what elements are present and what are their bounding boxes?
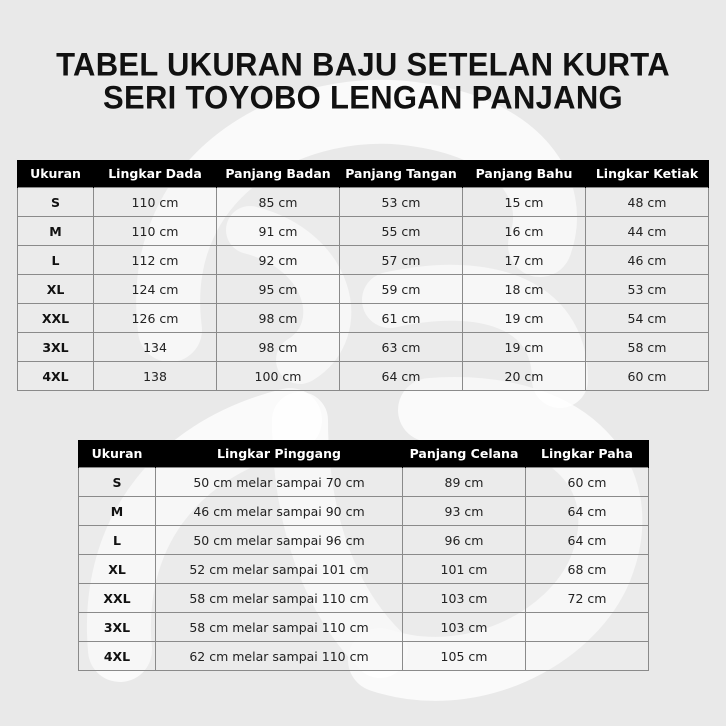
header-ukuran: Ukuran <box>79 440 156 468</box>
header-panjang-celana: Panjang Celana <box>403 440 526 468</box>
table-cell: 93 cm <box>403 497 526 526</box>
table-row <box>79 468 649 497</box>
table-cell: 72 cm <box>526 584 649 613</box>
table-cell: 59 cm <box>340 275 463 304</box>
size-cell: M <box>18 217 94 246</box>
size-cell: M <box>79 497 156 526</box>
table-header-row <box>18 160 709 188</box>
table-cell: 53 cm <box>586 275 709 304</box>
size-cell: XL <box>18 275 94 304</box>
size-cell: S <box>79 468 156 497</box>
header-panjang-tangan: Panjang Tangan <box>340 160 463 188</box>
header-lingkar-dada: Lingkar Dada <box>94 160 217 188</box>
table-row <box>79 526 649 555</box>
top-size-table <box>17 160 709 391</box>
size-cell: 4XL <box>79 642 156 671</box>
table-cell: 126 cm <box>94 304 217 333</box>
table-row <box>79 642 649 671</box>
title-line-1: TABEL UKURAN BAJU SETELAN KURTA <box>56 46 670 83</box>
table-cell: 110 cm <box>94 217 217 246</box>
table-cell: 58 cm melar sampai 110 cm <box>156 613 403 642</box>
table-cell: 50 cm melar sampai 70 cm <box>156 468 403 497</box>
table-cell: 85 cm <box>217 188 340 217</box>
table-cell: 64 cm <box>526 526 649 555</box>
table-row <box>79 555 649 584</box>
bottom-size-table <box>78 440 649 671</box>
table-cell: 46 cm <box>586 246 709 275</box>
table-cell: 20 cm <box>463 362 586 391</box>
table-cell: 64 cm <box>340 362 463 391</box>
table-cell: 55 cm <box>340 217 463 246</box>
table-cell <box>526 642 649 671</box>
table-row <box>18 217 709 246</box>
table-cell: 138 <box>94 362 217 391</box>
table-cell: 19 cm <box>463 304 586 333</box>
table-cell: 60 cm <box>526 468 649 497</box>
table-cell: 112 cm <box>94 246 217 275</box>
table-cell: 96 cm <box>403 526 526 555</box>
table-cell: 63 cm <box>340 333 463 362</box>
table-cell: 19 cm <box>463 333 586 362</box>
table-cell: 98 cm <box>217 304 340 333</box>
table-cell: 103 cm <box>403 613 526 642</box>
table-cell: 89 cm <box>403 468 526 497</box>
table-cell: 92 cm <box>217 246 340 275</box>
header-lingkar-paha: Lingkar Paha <box>526 440 649 468</box>
table-cell: 53 cm <box>340 188 463 217</box>
table-row <box>18 275 709 304</box>
table-cell: 48 cm <box>586 188 709 217</box>
page-title <box>0 48 726 114</box>
table-cell: 17 cm <box>463 246 586 275</box>
size-cell: 3XL <box>18 333 94 362</box>
size-cell: 3XL <box>79 613 156 642</box>
table-row <box>18 246 709 275</box>
table-cell: 124 cm <box>94 275 217 304</box>
table-cell: 62 cm melar sampai 110 cm <box>156 642 403 671</box>
table-cell: 44 cm <box>586 217 709 246</box>
table-row <box>79 584 649 613</box>
size-cell: L <box>18 246 94 275</box>
header-ukuran: Ukuran <box>18 160 94 188</box>
table-cell: 101 cm <box>403 555 526 584</box>
title-line-2: SERI TOYOBO LENGAN PANJANG <box>103 79 623 116</box>
size-cell: L <box>79 526 156 555</box>
table-cell: 134 <box>94 333 217 362</box>
table-cell: 57 cm <box>340 246 463 275</box>
table-cell <box>526 613 649 642</box>
size-cell: S <box>18 188 94 217</box>
table-row <box>18 188 709 217</box>
table-cell: 18 cm <box>463 275 586 304</box>
table-cell: 91 cm <box>217 217 340 246</box>
size-cell: XL <box>79 555 156 584</box>
header-lingkar-ketiak: Lingkar Ketiak <box>586 160 709 188</box>
table-cell: 50 cm melar sampai 96 cm <box>156 526 403 555</box>
header-lingkar-pinggang: Lingkar Pinggang <box>156 440 403 468</box>
table-row <box>18 333 709 362</box>
table-cell: 16 cm <box>463 217 586 246</box>
table-cell: 58 cm melar sampai 110 cm <box>156 584 403 613</box>
table-cell: 60 cm <box>586 362 709 391</box>
table-cell: 68 cm <box>526 555 649 584</box>
size-cell: XXL <box>79 584 156 613</box>
table-cell: 52 cm melar sampai 101 cm <box>156 555 403 584</box>
table-cell: 54 cm <box>586 304 709 333</box>
table-cell: 58 cm <box>586 333 709 362</box>
table-row <box>18 362 709 391</box>
size-cell: 4XL <box>18 362 94 391</box>
header-panjang-badan: Panjang Badan <box>217 160 340 188</box>
table-cell: 15 cm <box>463 188 586 217</box>
table-cell: 105 cm <box>403 642 526 671</box>
table-cell: 103 cm <box>403 584 526 613</box>
size-cell: XXL <box>18 304 94 333</box>
table-row <box>79 613 649 642</box>
table-row <box>18 304 709 333</box>
header-panjang-bahu: Panjang Bahu <box>463 160 586 188</box>
table-cell: 61 cm <box>340 304 463 333</box>
table-cell: 100 cm <box>217 362 340 391</box>
table-cell: 98 cm <box>217 333 340 362</box>
table-cell: 95 cm <box>217 275 340 304</box>
table-header-row <box>79 440 649 468</box>
table-cell: 46 cm melar sampai 90 cm <box>156 497 403 526</box>
table-cell: 64 cm <box>526 497 649 526</box>
table-row <box>79 497 649 526</box>
table-cell: 110 cm <box>94 188 217 217</box>
